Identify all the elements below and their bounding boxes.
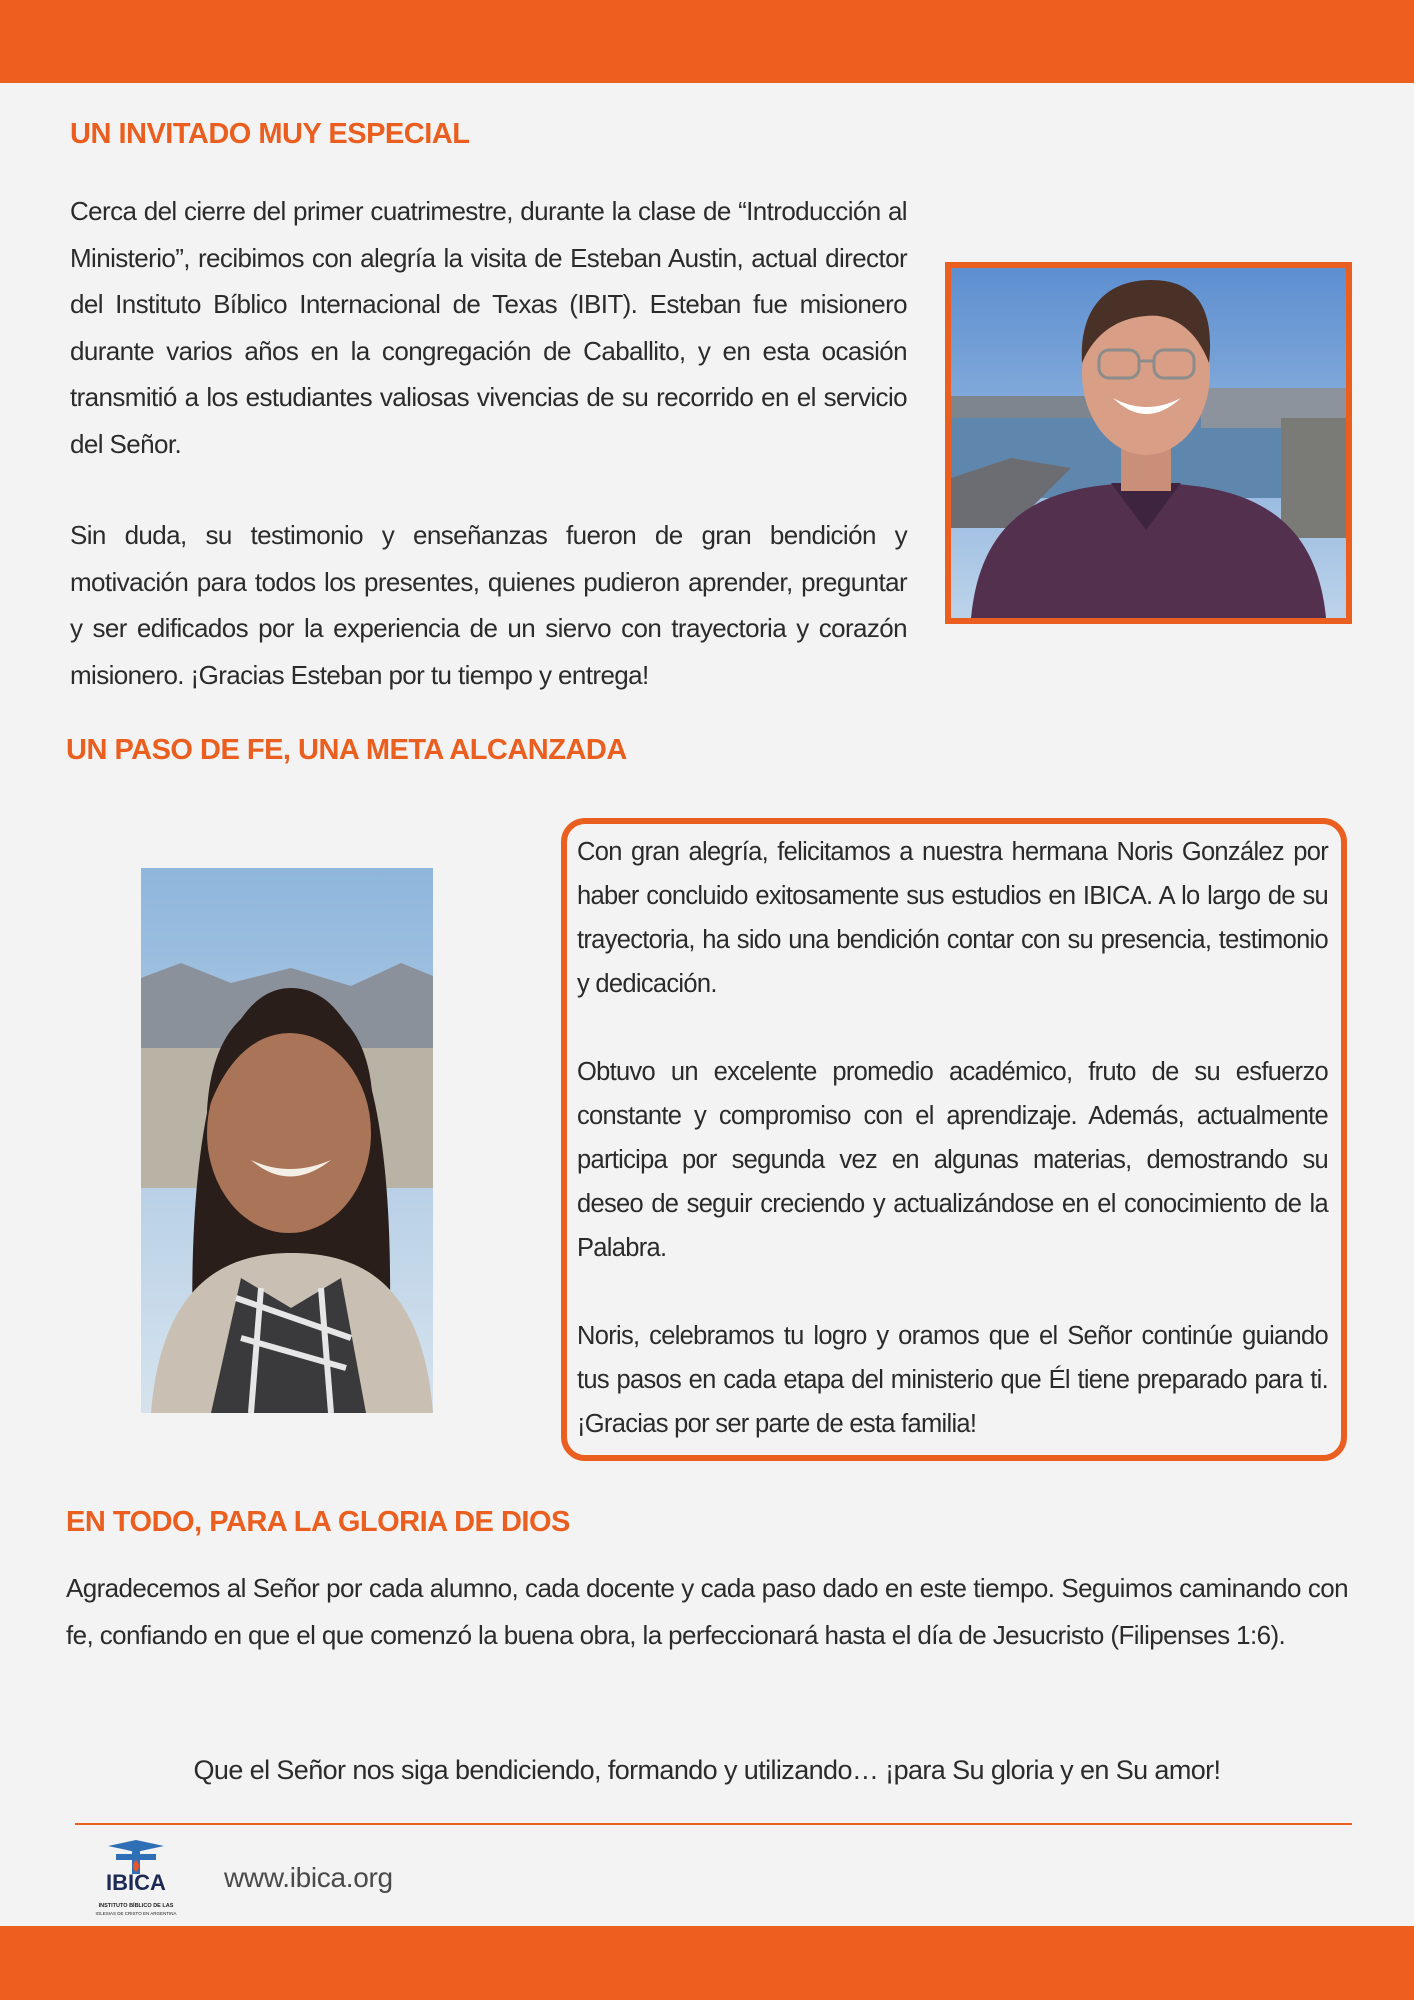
section-heading-gloria: EN TODO, PARA LA GLORIA DE DIOS <box>66 1506 570 1538</box>
gloria-paragraph: Agradecemos al Señor por cada alumno, cada docente y cada paso dado en este tiempo. Seguimos caminando con fe, confiando en que el que comenzó la buena obra, la perfeccionará hasta el día de Jesucristo (Filipenses 1:6). <box>66 1573 1348 1650</box>
bottom-banner <box>0 1926 1414 2000</box>
invitado-paragraph-1: Cerca del cierre del primer cuatrimestre, durante la clase de “Introducción al Ministerio”, recibimos con alegría la visita de Esteban Austin, actual director del Instituto Bíblico Internacional de Texas (IBIT). Esteban fue misionero durante varios años en la congregación de Caballito, y en esta ocasión transmitió a los estudiantes valiosas vivencias de su recorrido en el servicio del Señor. <box>70 196 907 459</box>
section-heading-meta: UN PASO DE FE, UNA META ALCANZADA <box>66 734 627 766</box>
graduate-paragraph-3: Noris, celebramos tu logro y oramos que el Señor continúe guiando tus pasos en cada etapa del ministerio que Él tiene preparado para ti. ¡Gracias por ser parte de esta familia! <box>577 1322 1328 1438</box>
section-heading-invitado: UN INVITADO MUY ESPECIAL <box>70 118 470 150</box>
ibica-logo <box>86 1838 186 1922</box>
footer-divider <box>75 1823 1352 1825</box>
noris-photo <box>141 868 433 1413</box>
graduate-paragraph-1: Con gran alegría, felicitamos a nuestra hermana Noris González por haber concluido exitosamente sus estudios en IBICA. A lo largo de su trayectoria, ha sido una bendición contar con su presencia, testimonio y dedicación. <box>577 838 1328 998</box>
top-banner <box>0 0 1414 83</box>
esteban-photo <box>945 262 1352 624</box>
graduate-paragraph-2: Obtuvo un excelente promedio académico, fruto de su esfuerzo constante y compromiso con el aprendizaje. Además, actualmente participa por segunda vez en algunas materias, demostrando su deseo de seguir creciendo y actualizándose en el conocimiento de la Palabra. <box>577 1058 1328 1262</box>
svg-text:IBICA: IBICA <box>106 1870 166 1895</box>
closing-line: Que el Señor nos siga bendiciendo, formando y utilizando… ¡para Su gloria y en Su amor! <box>193 1755 1221 1785</box>
svg-text:IGLESIAS DE CRISTO EN ARGENTIN: IGLESIAS DE CRISTO EN ARGENTINA <box>95 1911 177 1916</box>
graduate-card <box>561 818 1347 1461</box>
website-link[interactable]: www.ibica.org <box>224 1862 393 1893</box>
invitado-paragraph-2: Sin duda, su testimonio y enseñanzas fueron de gran bendición y motivación para todos los presentes, quienes pudieron aprender, preguntar y ser edificados por la experiencia de un siervo con trayectoria y corazón misionero. ¡Gracias Esteban por tu tiempo y entrega! <box>70 520 907 690</box>
svg-text:INSTITUTO BÍBLICO DE LAS: INSTITUTO BÍBLICO DE LAS <box>98 1903 174 1909</box>
